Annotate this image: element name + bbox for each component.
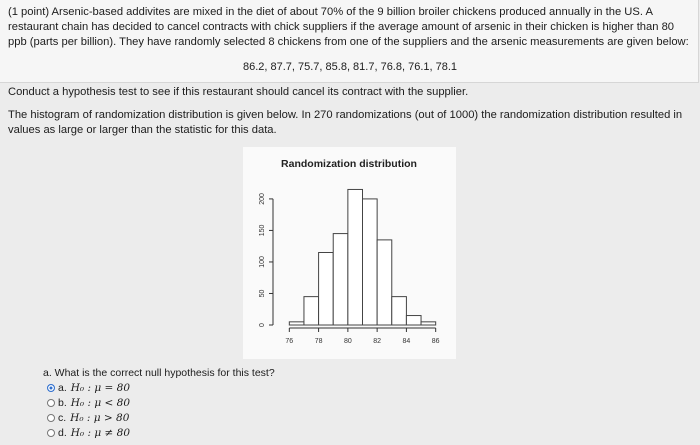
option-b-hypothesis: H₀ : μ < 80 [70,396,131,409]
option-d-letter: d. [58,426,67,439]
histogram-note: The histogram of randomization distribution is given below. In 270 randomizations (out of 1000) the randomization distribution resulted in values as large or larger than the statistic for this data. [8,109,683,136]
question-label: a. What is the correct null hypothesis for this test? [43,367,275,379]
histogram-bar [348,189,363,325]
problem-statement-box [0,0,699,83]
histogram-bar [304,297,319,325]
histogram-bar [421,322,436,325]
option-a-hypothesis: H₀ : μ = 80 [70,381,131,394]
histogram-bar [289,322,304,325]
option-b[interactable] [47,395,130,410]
histogram-bar [363,199,378,325]
x-tick-label: 84 [402,338,411,345]
x-tick-label: 80 [343,338,352,345]
histogram-bar [392,297,407,325]
option-a-letter: a. [58,381,67,394]
histogram-bar [377,240,392,325]
y-tick-label: 200 [259,193,266,205]
x-tick-label: 78 [314,338,323,345]
option-d[interactable] [47,425,130,440]
histogram-svg [243,147,456,359]
chart-title: Randomization distribution [281,158,417,170]
radio-a[interactable] [47,384,55,392]
histogram-bar [406,316,421,325]
y-tick-label: 50 [259,289,266,298]
conduct-instruction: Conduct a hypothesis test to see if this restaurant should cancel its contract with the supplier. [8,86,469,98]
option-c-hypothesis: H₀ : μ > 80 [70,411,130,424]
data-values: 86.2, 87.7, 75.7, 85.8, 81.7, 76.8, 76.1, 78.1 [242,61,458,73]
option-d-hypothesis: H₀ : μ ≠ 80 [70,426,131,439]
answer-options [47,380,130,440]
option-c-letter: c. [58,411,67,424]
option-b-letter: b. [58,396,67,409]
radio-b[interactable] [47,399,55,407]
option-a[interactable] [47,380,130,395]
histogram-bar [333,234,348,325]
histogram-bar [319,253,334,326]
x-tick-label: 76 [285,338,294,345]
x-tick-label: 82 [373,338,382,345]
radio-c[interactable] [47,414,55,422]
y-tick-label: 100 [259,256,266,268]
x-tick-label: 86 [431,338,440,345]
option-c[interactable] [47,410,130,425]
y-tick-label: 150 [259,224,266,237]
radio-d[interactable] [47,429,55,437]
problem-intro: (1 point) Arsenic-based addivites are mixed in the diet of about 70% of the 9 billion broiler chickens produced annually in the US. A restaurant chain has decided to cancel contracts with chick suppliers if the average amount of arsenic in their chicken is higher than 80 ppb (parts per billion). They have randomly selected 8 chickens from one of the suppliers and the arsenic measurements are given below: [8,6,689,48]
y-tick-label: 0 [259,323,266,327]
randomization-chart [243,147,456,359]
